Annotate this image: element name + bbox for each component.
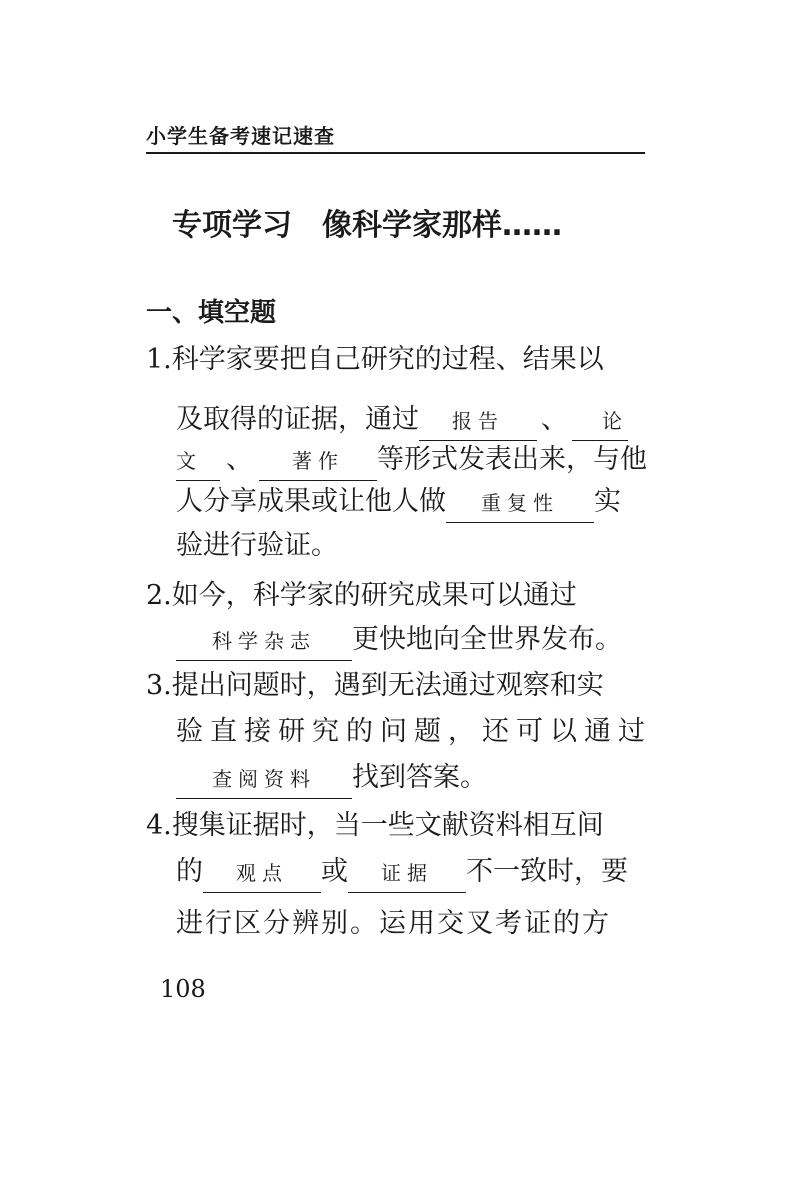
q2-line-2 bbox=[176, 620, 622, 660]
q4-text: 或 bbox=[321, 856, 348, 887]
q4-line-3: 进行区分辨别。运用交叉考证的方 bbox=[176, 908, 611, 939]
q4-text: 的 bbox=[176, 856, 203, 887]
page-number: 108 bbox=[160, 975, 206, 1003]
q1-line-5: 验进行验证。 bbox=[176, 530, 338, 561]
q3-line-2: 验直接研究的问题，还可以通过 bbox=[176, 716, 652, 747]
q3-line-3 bbox=[176, 758, 487, 798]
q1-answer-2-part-2: 文 bbox=[176, 444, 220, 481]
q2-text: 更快地向全世界发布。 bbox=[352, 624, 622, 655]
q1-text: 及取得的证据，通过 bbox=[176, 404, 419, 435]
q1-text: 等形式发表出来，与他 bbox=[377, 444, 647, 475]
q2-line-1: 2.如今，科学家的研究成果可以通过 bbox=[146, 580, 577, 611]
q1-text: 人分享成果或让他人做 bbox=[176, 486, 446, 517]
q4-text: 不一致时，要 bbox=[466, 856, 628, 887]
q4-line-2 bbox=[176, 852, 628, 892]
q1-line-2 bbox=[176, 400, 628, 440]
q1-answer-2-part-1: 论 bbox=[572, 404, 628, 441]
part-heading: 一、填空题 bbox=[146, 298, 277, 328]
q1-line-3 bbox=[176, 440, 647, 480]
q4-answer-2: 证据 bbox=[348, 856, 466, 893]
q1-line-1: 1.科学家要把自己研究的过程、结果以 bbox=[146, 344, 604, 375]
q4-line-1: 4.搜集证据时，当一些文献资料相互间 bbox=[146, 810, 604, 841]
q1-answer-1: 报告 bbox=[419, 404, 537, 441]
q1-answer-4: 重复性 bbox=[446, 486, 594, 523]
q1-answer-3: 著作 bbox=[259, 444, 377, 481]
q1-separator: 、 bbox=[541, 404, 568, 435]
q3-text: 找到答案。 bbox=[352, 762, 487, 793]
header-rule bbox=[146, 152, 645, 154]
q3-line-1: 3.提出问题时，遇到无法通过观察和实 bbox=[146, 670, 604, 701]
section-title: 专项学习 像科学家那样…… bbox=[172, 208, 562, 243]
q1-separator: 、 bbox=[226, 444, 253, 475]
q1-line-4 bbox=[176, 482, 621, 522]
q4-answer-1: 观点 bbox=[203, 856, 321, 893]
running-header: 小学生备考速记速查 bbox=[146, 124, 335, 148]
q2-answer-1: 科学杂志 bbox=[176, 624, 352, 661]
q3-answer-1: 查阅资料 bbox=[176, 762, 352, 799]
q1-text: 实 bbox=[594, 486, 621, 517]
